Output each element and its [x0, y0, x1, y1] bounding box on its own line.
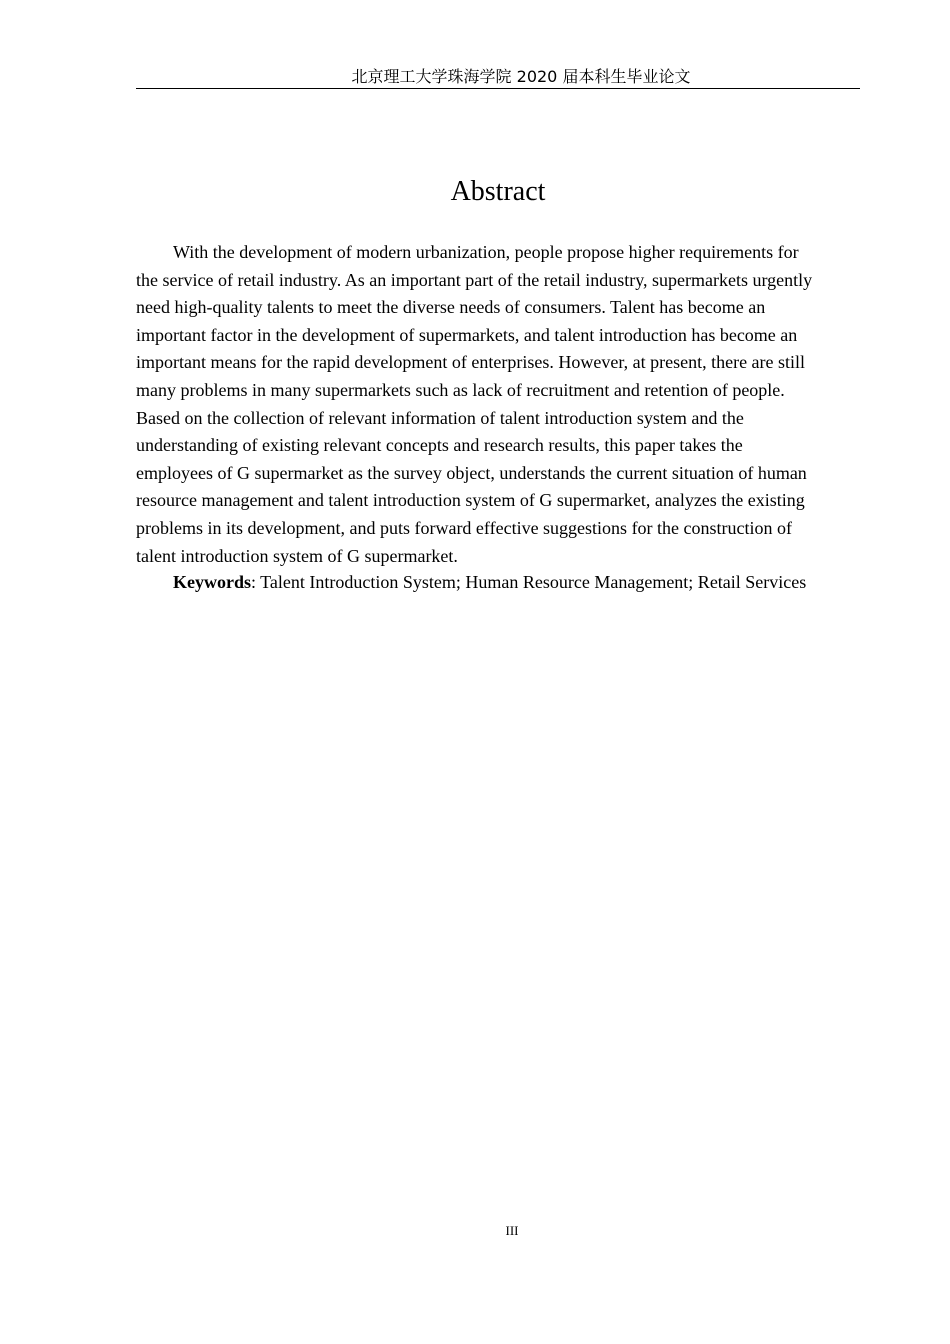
page-number: III — [505, 1223, 519, 1238]
abstract-line: resource management and talent introduction system of G supermarket, analyzes the existing — [136, 490, 805, 511]
abstract-line: Based on the collection of relevant information of talent introduction system and the — [136, 407, 744, 428]
abstract-line: talent introduction system of G supermarket. — [136, 545, 458, 566]
abstract-line: employees of G supermarket as the survey object, understands the current situation of human — [136, 462, 807, 483]
abstract-line: problems in its development, and puts forward effective suggestions for the construction of — [136, 517, 793, 538]
keywords-text: : Talent Introduction System; Human Resource Management; Retail Services — [251, 572, 807, 592]
abstract-line: With the development of modern urbanization, people propose higher requirements for — [173, 242, 799, 262]
keywords-label: Keywords — [173, 572, 251, 592]
abstract-line: important factor in the development of supermarkets, and talent introduction has become an — [136, 324, 798, 345]
abstract-title: Abstract — [450, 176, 546, 207]
running-header-text: 北京理工大学珠海学院 2020 届本科生毕业论文 — [351, 67, 691, 86]
keywords-line — [136, 569, 860, 597]
abstract-line: the service of retail industry. As an important part of the retail industry, supermarkets urgently — [136, 269, 813, 290]
abstract-line: need high-quality talents to meet the diverse needs of consumers. Talent has become an — [136, 297, 766, 318]
abstract-line: understanding of existing relevant concepts and research results, this paper takes the — [136, 435, 743, 456]
abstract-line: important means for the rapid development of enterprises. However, at present, there are still — [136, 352, 806, 373]
running-header — [136, 66, 860, 89]
abstract-line: many problems in many supermarkets such as lack of recruitment and retention of people. — [136, 379, 785, 400]
abstract-paragraph — [136, 239, 860, 570]
